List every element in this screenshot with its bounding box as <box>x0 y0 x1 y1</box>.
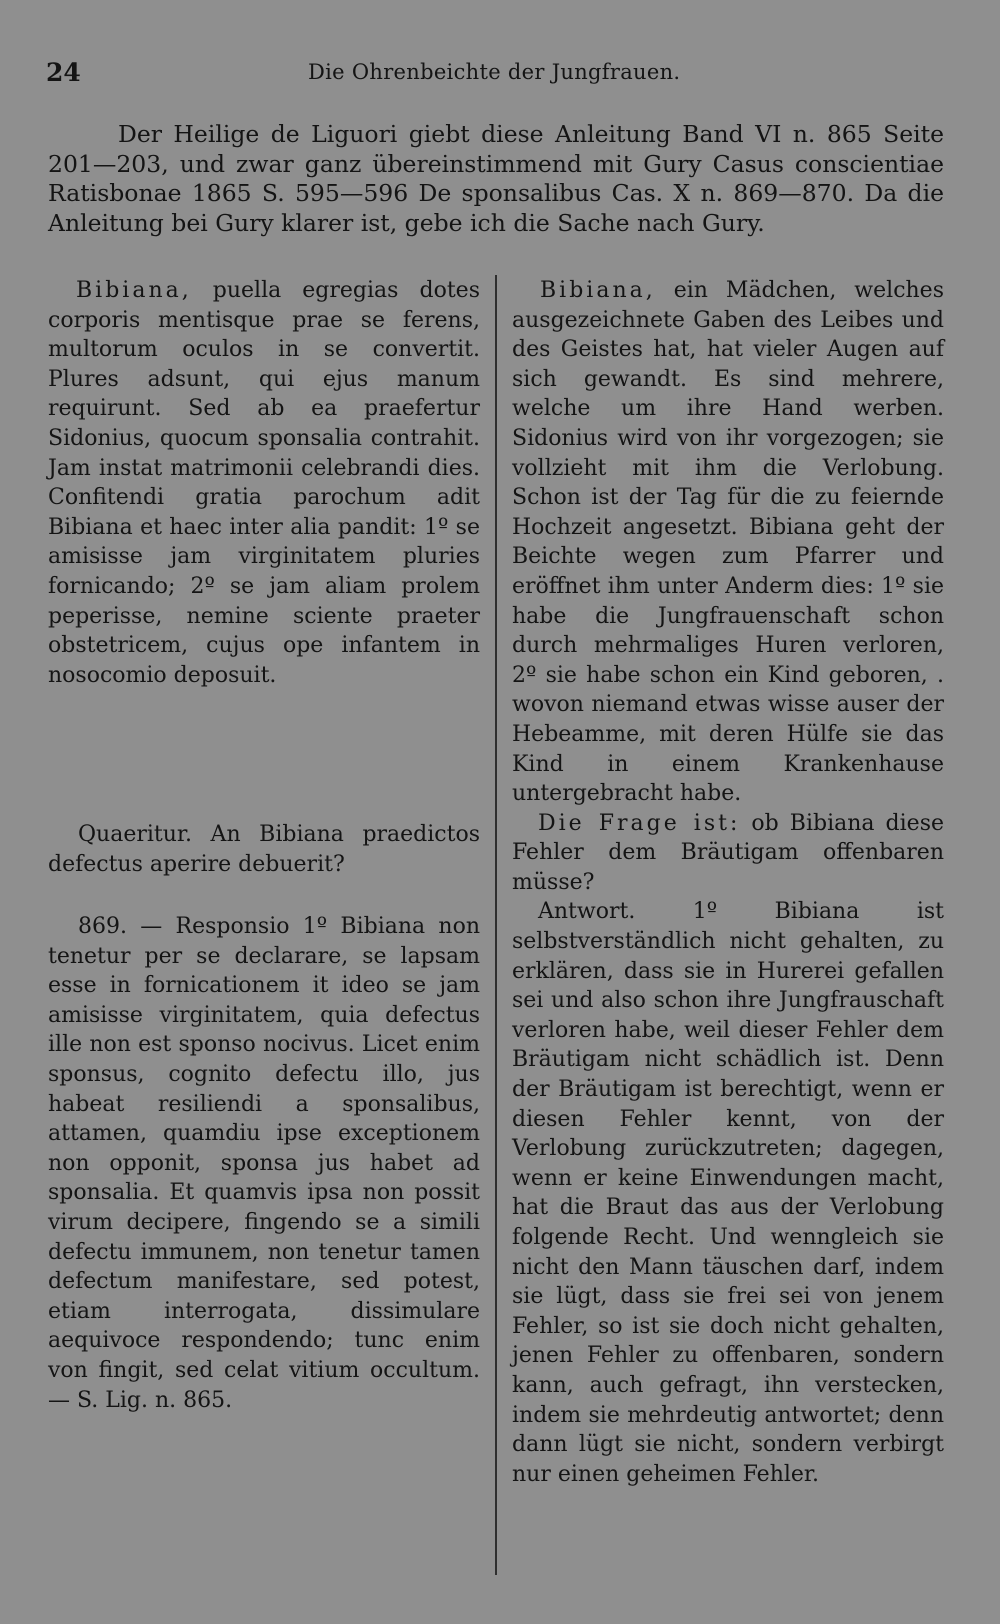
page-header <box>46 58 946 98</box>
latin-response: 869. — Responsio 1º Bibiana non tenetur per se declarare, se lapsam esse in fornicationem it ideo se jam amisisse virginitatem, quia defectus ille non est sponso nocivus. Licet enim sponsus, cognito defectu illo, jus habeat resiliendi a sponsalibus, attamen, quamdiu ipse exceptionem non opponit, sponsa jus habet ad sponsalia. Et quamvis ipsa non possit virum decipere, fingendo se a simili defectu immunem, non tenetur tamen defectum manifestare, sed potest, etiam interrogata, dissimulare aequivoce respondendo; tunc enim von fingit, sed celat vitium occultum. — S. Lig. n. 865. <box>48 914 480 1413</box>
german-case-paragraph <box>512 276 944 809</box>
latin-case-paragraph <box>48 276 480 690</box>
german-response: Antwort. 1º Bibiana ist selbstverständlich nicht gehalten, zu erklären, dass sie in Hurerei gefallen sei und also schon ihre Jungfrauschaft verloren habe, weil dieser Fehler dem Bräutigam nicht schädlich ist. Denn der Bräutigam ist berechtigt, wenn er diesen Fehler kennt, von der Verlobung zurückzutreten; dagegen, wenn er keine Einwendungen macht, hat die Braut das aus der Verlobung folgende Recht. Und wenngleich sie nicht den Mann täuschen darf, indem sie lügt, dass sie frei sei von jenem Fehler, so ist sie doch nicht gehalten, jenen Fehler zu offenbaren, sondern kann, auch gefragt, ihn verstecken, indem sie mehrdeutig antwortet; denn dann lügt sie nicht, sondern verbirgt nur einen geheimen Fehler. <box>512 899 944 1487</box>
german-case-text: ein Mädchen, welches ausgezeichnete Gaben des Leibes und des Geistes hat, hat vieler Augen auf sich gewandt. Es sind mehrere, welche um ihre Hand werben. Sidonius wird von ihr vorgezogen; sie vollzieht mit ihm die Verlobung. Schon ist der Tag für die zu feiernde Hochzeit angesetzt. Bibiana geht der Beichte wegen zum Pfarrer und eröffnet ihm unter Anderm dies: 1º sie habe die Jungfrauenschaft schon durch mehrmaliges Huren verloren, 2º sie habe schon ein Kind geboren, . wovon niemand etwas wisse auser der Hebeamme, mit deren Hülfe sie das Kind in einem Krankenhause untergebracht habe. <box>512 278 944 807</box>
column-divider <box>495 275 497 1575</box>
latin-case-text: puella egregias dotes corporis mentisque prae se ferens, multorum oculos in se convertit. Plures adsunt, qui ejus manum requirunt. Sed ab ea praefertur Sidonius, quocum sponsalia contrahit. Jam instat matrimonii celebrandi dies. Confitendi gratia parochum adit Bibiana et haec inter alia pandit: 1º se amisisse jam virginitatem pluries fornicando; 2º se jam aliam prolem peperisse, nemine sciente praeter obstetricem, cujus ope infantem in nosocomio deposuit. <box>48 278 480 688</box>
page-number: 24 <box>46 58 81 87</box>
latin-question: Quaeritur. An Bibiana praedictos defectus aperire debuerit? <box>48 822 480 877</box>
german-question <box>512 809 944 898</box>
latin-column <box>48 276 480 690</box>
german-column <box>512 276 944 1489</box>
latin-case-name: Bibiana, <box>76 278 192 303</box>
german-question-label: Die Frage ist: <box>538 810 741 836</box>
running-title: Die Ohrenbeichte der Jungfrauen. <box>308 60 681 84</box>
intro-paragraph: Der Heilige de Liguori giebt diese Anleitung Band VI n. 865 Seite 201—203, und zwar ganz übereinstimmend mit Gury Casus conscientiae Ratisbonae 1865 S. 595—596 De sponsalibus Cas. X n. 869—870. Da die Anleitung bei Gury klarer ist, gebe ich die Sache nach Gury. <box>48 120 944 237</box>
german-question-text: ob Bibiana diese Fehler dem Bräutigam offenbaren müsse? <box>512 810 945 895</box>
german-case-name: Bibiana, <box>540 278 656 303</box>
